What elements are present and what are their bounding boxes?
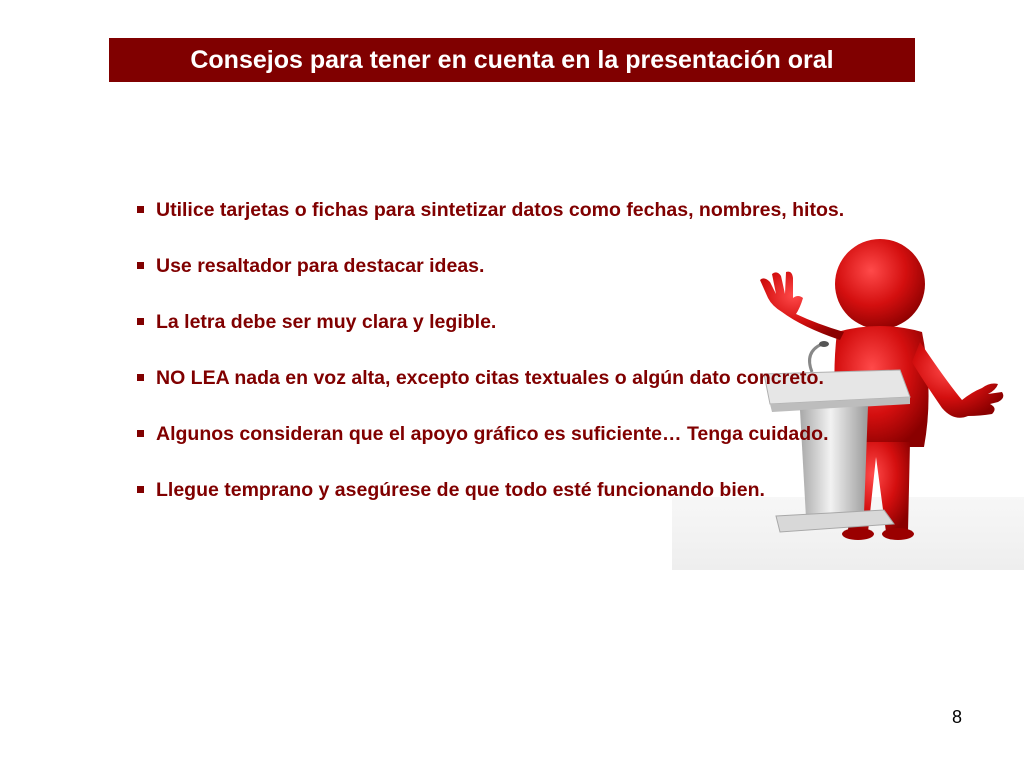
bullet-text: La letra debe ser muy clara y legible. [156, 311, 497, 333]
bullet-item [136, 420, 906, 448]
square-bullet-icon [137, 262, 144, 269]
square-bullet-icon [137, 430, 144, 437]
bullet-item [136, 364, 906, 392]
bullet-text: NO LEA nada en voz alta, excepto citas textuales o algún dato concreto. [156, 367, 824, 389]
bullet-item [136, 252, 906, 280]
bullet-text: Llegue temprano y asegúrese de que todo esté funcionando bien. [156, 479, 765, 501]
page-number: 8 [951, 707, 962, 727]
bullet-text: Algunos consideran que el apoyo gráfico es suficiente… Tenga cuidado. [156, 423, 829, 445]
bullet-text: Use resaltador para destacar ideas. [156, 255, 485, 277]
square-bullet-icon [137, 374, 144, 381]
bullet-item [136, 308, 906, 336]
bullet-item [136, 476, 906, 504]
bullet-text: Utilice tarjetas o fichas para sintetizar datos como fechas, nombres, hitos. [156, 199, 845, 221]
bullet-list [136, 196, 906, 532]
title-bar [109, 38, 915, 82]
bullet-item [136, 196, 906, 224]
slide-title: Consejos para tener en cuenta en la presentación oral [190, 45, 834, 74]
square-bullet-icon [137, 318, 144, 325]
square-bullet-icon [137, 486, 144, 493]
square-bullet-icon [137, 206, 144, 213]
